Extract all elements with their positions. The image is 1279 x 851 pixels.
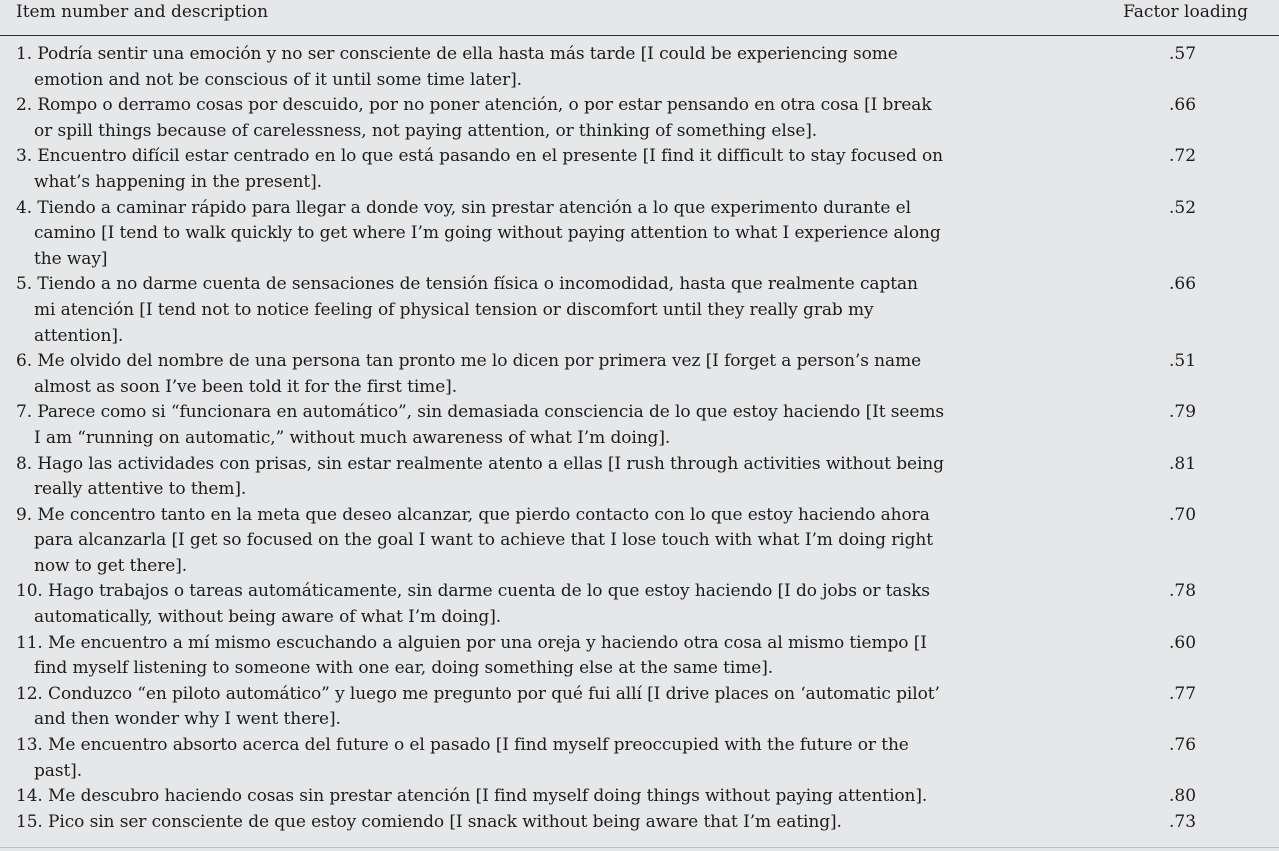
factor-loading-value: .73 [1169, 811, 1197, 832]
item-description: 9. Me concentro tanto en la meta que deseo alcanzar, que pierdo contacto con lo que estoy haciendo ahora para alcanzarla [I get so focused on the goal I want to achieve that I lose touch with what I’m doing right now to get there]. [16, 504, 933, 576]
factor-loading-value: .51 [1169, 351, 1197, 372]
table-row [0, 733, 1279, 784]
item-description: 7. Parece como si “funcionara en automático”, sin demasiada consciencia de lo que estoy haciendo [It seems I am “running on automatic,” without much awareness of what I’m doing]. [16, 402, 944, 448]
item-description: 4. Tiendo a caminar rápido para llegar a donde voy, sin prestar atención a lo que experimento durante el camino [I tend to walk quickly to get where I’m going without paying attention to what I experience along the way] [16, 197, 941, 269]
factor-loading-value: .81 [1169, 453, 1197, 474]
header-item-description: Item number and description [16, 2, 269, 22]
table-row [0, 272, 1279, 349]
header-factor-loading: Factor loading [1123, 2, 1248, 22]
factor-loading-value: .72 [1169, 146, 1197, 167]
table-row [0, 579, 1279, 630]
table-row [0, 810, 1279, 836]
factor-loading-value: .66 [1169, 274, 1197, 295]
table-row [0, 93, 1279, 144]
factor-loading-value: .77 [1169, 683, 1197, 704]
item-description: 10. Hago trabajos o tareas automáticamente, sin darme cuenta de lo que estoy haciendo [I do jobs or tasks automatically, without being aware of what I’m doing]. [16, 581, 930, 628]
factor-loading-value: .79 [1169, 402, 1197, 423]
item-description: 2. Rompo o derramo cosas por descuido, por no poner atención, o por estar pensando en otra cosa [I break or spill things because of carelessness, not paying attention, or thinking of something else]. [16, 95, 932, 141]
table-row [0, 503, 1279, 580]
table-row [0, 682, 1279, 733]
table-header [0, 0, 1279, 36]
factor-loading-value: .76 [1169, 735, 1197, 756]
factor-loading-value: .57 [1169, 44, 1197, 64]
item-description: 1. Podría sentir una emoción y no ser consciente de ella hasta más tarde [I could be experiencing some emotion and not be conscious of it until some time later]. [16, 44, 898, 90]
item-description: 5. Tiendo a no darme cuenta de sensaciones de tensión física o incomodidad, hasta que realmente captan mi atención [I tend not to notice feeling of physical tension or discomfort until they really grab my attention]. [16, 274, 918, 346]
factor-loading-value: .80 [1169, 786, 1197, 807]
table-row [0, 144, 1279, 195]
item-description: 6. Me olvido del nombre de una persona tan pronto me lo dicen por primera vez [I forget a person’s name almost as soon I’ve been told it for the first time]. [16, 351, 922, 397]
table-row [0, 196, 1279, 273]
factor-loading-value: .52 [1169, 197, 1197, 218]
item-description: 8. Hago las actividades con prisas, sin estar realmente atento a ellas [I rush through activities without being really attentive to them]. [16, 453, 944, 500]
factor-loading-value: .60 [1169, 632, 1197, 653]
table-row [0, 452, 1279, 503]
item-description: 14. Me descubro haciendo cosas sin prestar atención [I find myself doing things without paying attention]. [16, 786, 928, 807]
factor-loading-value: .66 [1169, 95, 1197, 116]
item-description: 13. Me encuentro absorto acerca del future o el pasado [I find myself preoccupied with the future or the past]. [16, 735, 909, 781]
table-row [0, 400, 1279, 451]
factor-loading-value: .70 [1169, 504, 1197, 525]
bottom-divider [0, 847, 1279, 848]
item-description: 11. Me encuentro a mí mismo escuchando a alguien por una oreja y haciendo otra cosa al mismo tiempo [I find myself listening to someone with one ear, doing something else at the same time]. [16, 632, 927, 679]
factor-loading-value: .78 [1169, 581, 1197, 602]
item-description: 15. Pico sin ser consciente de que estoy comiendo [I snack without being aware that I’m eating]. [16, 811, 842, 832]
item-description: 12. Conduzco “en piloto automático” y luego me pregunto por qué fui allí [I drive places on ‘automatic pilot’ and then wonder why I went there]. [16, 683, 940, 730]
table-row [0, 784, 1279, 810]
table-body [0, 42, 1279, 835]
table-row [0, 631, 1279, 682]
table-row [0, 42, 1279, 93]
item-description: 3. Encuentro difícil estar centrado en lo que está pasando en el presente [I find it difficult to stay focused on what’s happening in the present]. [16, 146, 944, 192]
table-row [0, 349, 1279, 400]
